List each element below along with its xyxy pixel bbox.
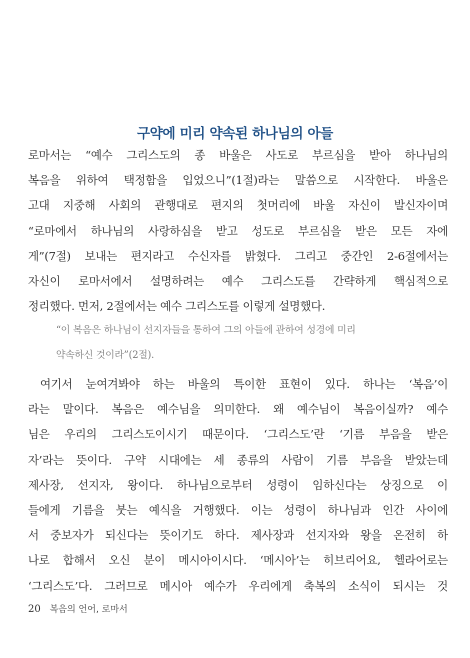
- para2-line: 님은 우리의 그리스도이시기 때문이다. ‘그리스도’란 ‘기름 부음을 받은: [28, 427, 448, 442]
- section-heading: 구약에 미리 약속된 하나님의 아들: [137, 126, 333, 142]
- para1-line: 자신이 로마서에서 설명하려는 예수 그리스도를 간략하게 핵심적으로: [28, 274, 448, 289]
- para2-line: 자’라는 뜻이다. 구약 시대에는 세 종류의 사람이 기름 부음을 받았는데: [28, 452, 448, 467]
- book-title: 복음의 언어, 로마서: [49, 605, 128, 615]
- para2-line: 들에게 기름을 붓는 예식을 거행했다. 이는 성령이 하나님과 인간 사이에: [28, 503, 448, 518]
- para2-line: 나로 합해서 오신 분이 메시아이시다. ‘메시아’는 히브리어요, 헬라어로는: [28, 553, 448, 568]
- quote-line: 약속하신 것이라”(2절).: [56, 350, 155, 361]
- para1-line: 게”(7절) 보내는 편지라고 수신자를 밝혔다. 그리고 중간인 2-6절에서는: [28, 248, 448, 263]
- page-number: 20: [28, 604, 41, 615]
- paragraph-body: [28, 372, 448, 599]
- para2-line: 여기서 눈여겨봐야 하는 바울의 특이한 표현이 있다. 하나는 ‘복음’이: [40, 377, 448, 391]
- quote-line: “이 복음은 하나님이 선지자들을 통하여 그의 아들에 관하여 성경에 미리: [56, 325, 356, 336]
- para1-line: “로마에서 하나님의 사랑하심을 받고 성도로 부르심을 받은 모든 자에: [28, 223, 448, 238]
- para1-line: 로마서는 “예수 그리스도의 종 바울은 사도로 부르심을 받아 하나님의: [28, 148, 448, 162]
- para2-line: ‘그리스도’다. 그러므로 메시아 예수가 우리에게 축복의 소식이 되시는 것: [28, 578, 448, 593]
- scripture-quote: [56, 318, 446, 368]
- para2-line: 라는 말이다. 복음은 예수님을 의미한다. 왜 예수님이 복음이실까? 예수: [28, 402, 448, 417]
- para1-line: 정리했다. 먼저, 2절에서는 예수 그리스도를 이렇게 설명했다.: [28, 299, 326, 314]
- para1-line: 고대 지중해 사회의 관행대로 편지의 첫머리에 바울 자신이 발신자이며: [28, 198, 448, 213]
- para2-line: 제사장, 선지자, 왕이다. 하나님으로부터 성령이 임하신다는 상징으로 이: [28, 477, 448, 492]
- page-footer: [28, 602, 128, 615]
- paragraph-intro: [28, 143, 448, 319]
- para2-line: 서 중보자가 되신다는 뜻이기도 하다. 제사장과 선지자와 왕을 온전히 하: [28, 528, 448, 543]
- para1-line: 복음을 위하여 택정함을 입었으니”(1절)라는 말씀으로 시작한다. 바울은: [28, 173, 448, 188]
